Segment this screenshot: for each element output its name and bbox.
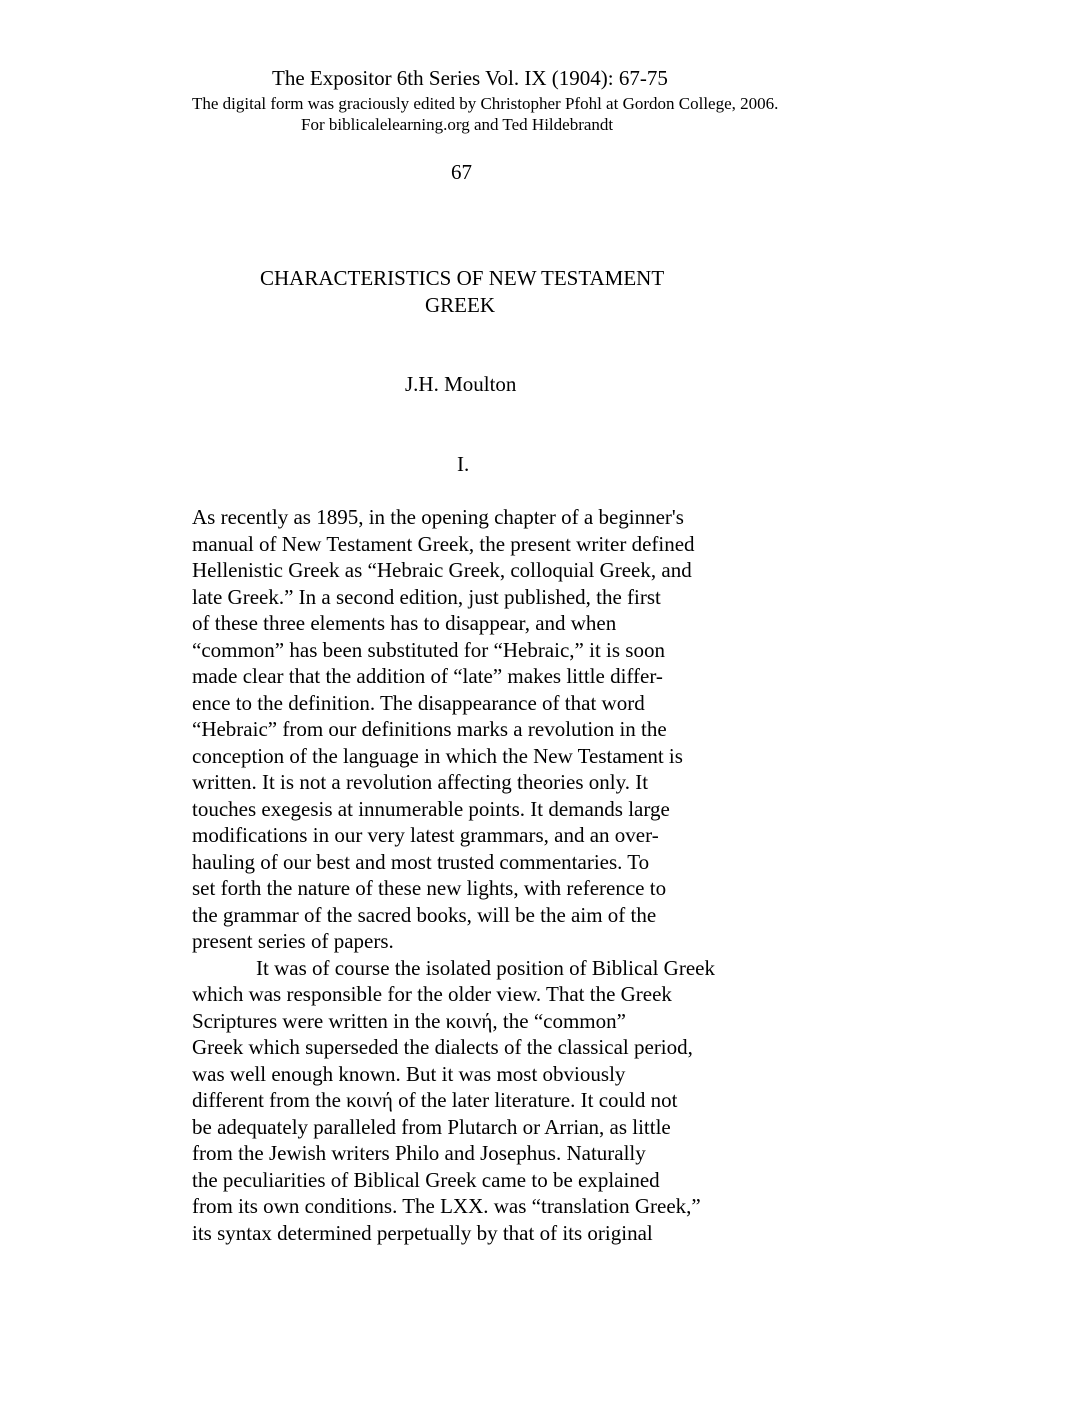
body-line: Greek which superseded the dialects of the classical period, bbox=[192, 1035, 693, 1059]
body-line: of these three elements has to disappear, and when bbox=[192, 611, 617, 635]
article-title-line-1: CHARACTERISTICS OF NEW TESTAMENT bbox=[260, 266, 665, 290]
page-number: 67 bbox=[451, 160, 472, 184]
body-line: present series of papers. bbox=[192, 929, 394, 953]
body-line: Scriptures were written in the κοινή, the “common” bbox=[192, 1008, 626, 1033]
article-author: J.H. Moulton bbox=[405, 372, 517, 396]
body-line: modifications in our very latest grammars, and an over- bbox=[192, 823, 659, 847]
body-line: late Greek.” In a second edition, just published, the first bbox=[192, 584, 661, 609]
body-line: the grammar of the sacred books, will be the aim of the bbox=[192, 902, 657, 927]
body-line: be adequately paralleled from Plutarch or Arrian, as little bbox=[192, 1114, 671, 1139]
paragraph-first-line: It was of course the isolated position of Biblical Greek bbox=[256, 955, 715, 980]
body-text bbox=[192, 504, 715, 1246]
body-line: from its own conditions. The LXX. was “translation Greek,” bbox=[192, 1194, 701, 1218]
digital-edition-credit: The digital form was graciously edited by Christopher Pfohl at Gordon College, 2006. bbox=[192, 94, 779, 113]
website-credit: For biblicalelearning.org and Ted Hildebrandt bbox=[301, 115, 614, 134]
body-line: written. It is not a revolution affecting theories only. It bbox=[192, 770, 649, 794]
body-line: the peculiarities of Biblical Greek came to be explained bbox=[192, 1167, 660, 1192]
body-line: from the Jewish writers Philo and Josephus. Naturally bbox=[192, 1141, 646, 1165]
publication-header: The Expositor 6th Series Vol. IX (1904): 67-75 bbox=[272, 66, 668, 90]
body-line: its syntax determined perpetually by that of its original bbox=[192, 1220, 653, 1245]
body-line: was well enough known. But it was most obviously bbox=[192, 1061, 626, 1086]
body-line: different from the κοινή of the later literature. It could not bbox=[192, 1088, 678, 1112]
body-line: conception of the language in which the New Testament is bbox=[192, 743, 683, 768]
body-line: touches exegesis at innumerable points. It demands large bbox=[192, 796, 670, 821]
body-line: hauling of our best and most trusted commentaries. To bbox=[192, 849, 650, 874]
body-line: Hellenistic Greek as “Hebraic Greek, colloquial Greek, and bbox=[192, 558, 692, 582]
body-line: “common” has been substituted for “Hebraic,” it is soon bbox=[192, 637, 665, 662]
body-line: As recently as 1895, in the opening chapter of a beginner's bbox=[192, 505, 684, 529]
body-line: “Hebraic” from our definitions marks a revolution in the bbox=[192, 717, 667, 741]
body-line: ence to the definition. The disappearance of that word bbox=[192, 690, 645, 715]
section-heading: I. bbox=[457, 452, 470, 476]
body-line: made clear that the addition of “late” makes little differ- bbox=[192, 664, 663, 688]
article-title-line-2: GREEK bbox=[425, 293, 495, 317]
body-line: set forth the nature of these new lights, with reference to bbox=[192, 876, 667, 900]
body-line: manual of New Testament Greek, the present writer defined bbox=[192, 531, 695, 556]
body-line: which was responsible for the older view. That the Greek bbox=[192, 982, 672, 1006]
